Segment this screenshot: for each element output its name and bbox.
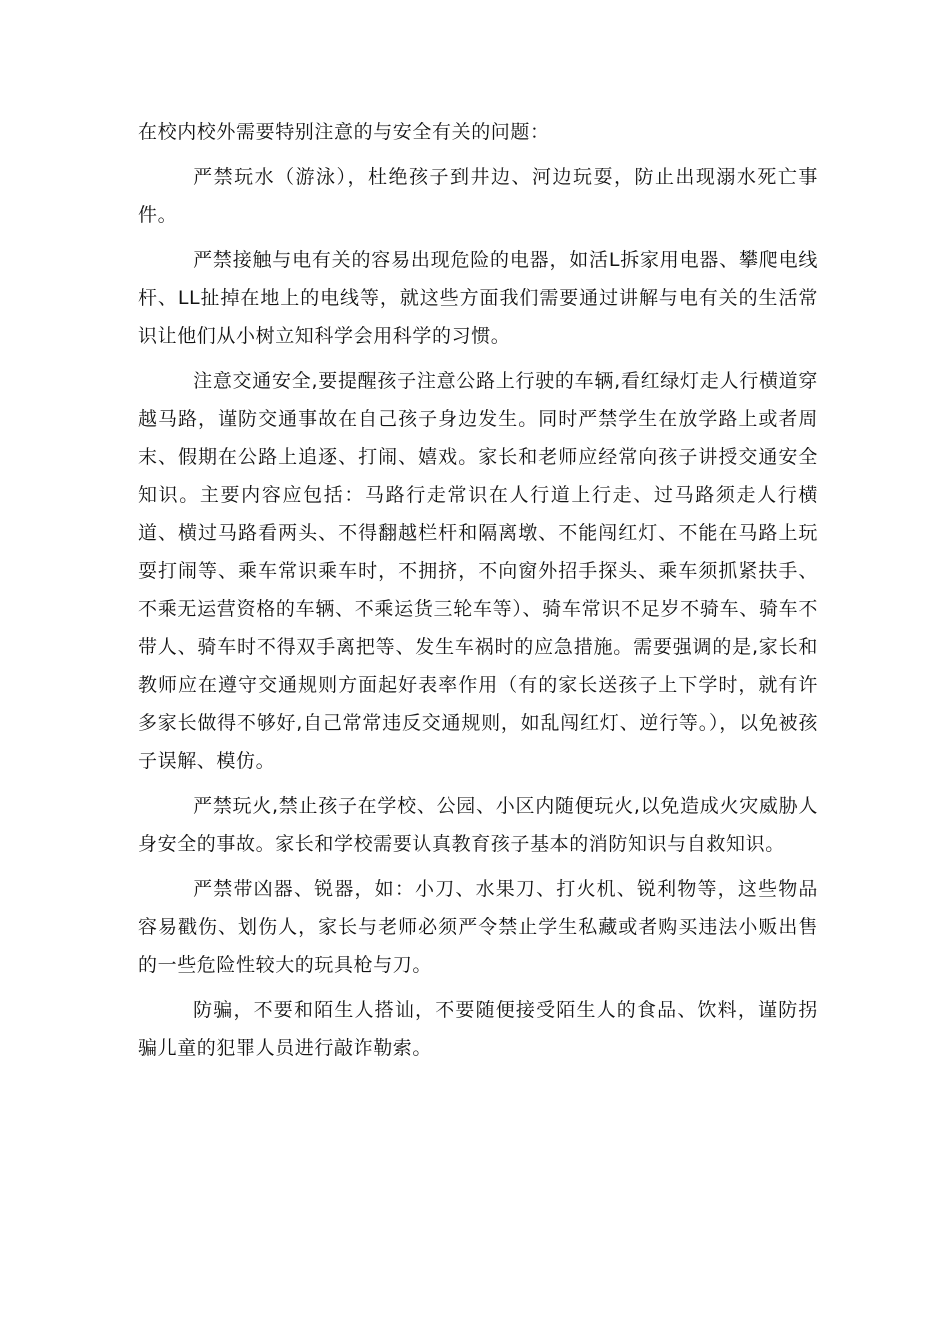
paragraph-weapons-safety: 严禁带凶器、锐器，如：小刀、水果刀、打火机、锐利物等，这些物品容易戳伤、划伤人，家长与老师必须严令禁止学生私藏或者购买违法小贩出售的一些危险性较大的玩具枪与刀。 [138, 878, 818, 976]
paragraph-swimming-safety: 严禁玩水（游泳），杜绝孩子到井边、河边玩耍，防止出现溺水死亡事件。 [138, 166, 818, 226]
document-body [138, 113, 818, 1074]
paragraph-anti-fraud: 防骗，不要和陌生人搭讪，不要随便接受陌生人的食品、饮料，谨防拐骗儿童的犯罪人员进行敲诈勒索。 [138, 999, 818, 1059]
paragraph-electrical-safety: 严禁接触与电有关的容易出现危险的电器，如活L拆家用电器、攀爬电线杆、LL扯掉在地上的电线等，就这些方面我们需要通过讲解与电有关的生活常识让他们从小树立知科学会用科学的习惯。 [138, 249, 818, 347]
intro-paragraph: 在校内校外需要特别注意的与安全有关的问题： [138, 121, 550, 143]
paragraph-fire-safety: 严禁玩火,禁止孩子在学校、公园、小区内随便玩火,以免造成火灾威胁人身安全的事故。家长和学校需要认真教育孩子基本的消防知识与自救知识。 [138, 795, 818, 855]
paragraph-traffic-safety: 注意交通安全,要提醒孩子注意公路上行驶的车辆,看红绿灯走人行横道穿越马路，谨防交通事故在自己孩子身边发生。同时严禁学生在放学路上或者周末、假期在公路上追逐、打闹、嬉戏。家长和老师应经常向孩子讲授交通安全知识。主要内容应包括：马路行走常识在人行道上行走、过马路须走人行横道、横过马路看两头、不得翻越栏杆和隔离墩、不能闯红灯、不能在马路上玩耍打闹等、乘车常识乘车时，不拥挤，不向窗外招手探头、乘车须抓紧扶手、不乘无运营资格的车辆、不乘运货三轮车等）、骑车常识不足岁不骑车、骑车不带人、骑车时不得双手离把等、发生车祸时的应急措施。需要强调的是,家长和教师应在遵守交通规则方面起好表率作用（有的家长送孩子上下学时，就有许多家长做得不够好,自己常常违反交通规则，如乱闯红灯、逆行等。），以免被孩子误解、模仿。 [138, 370, 818, 772]
